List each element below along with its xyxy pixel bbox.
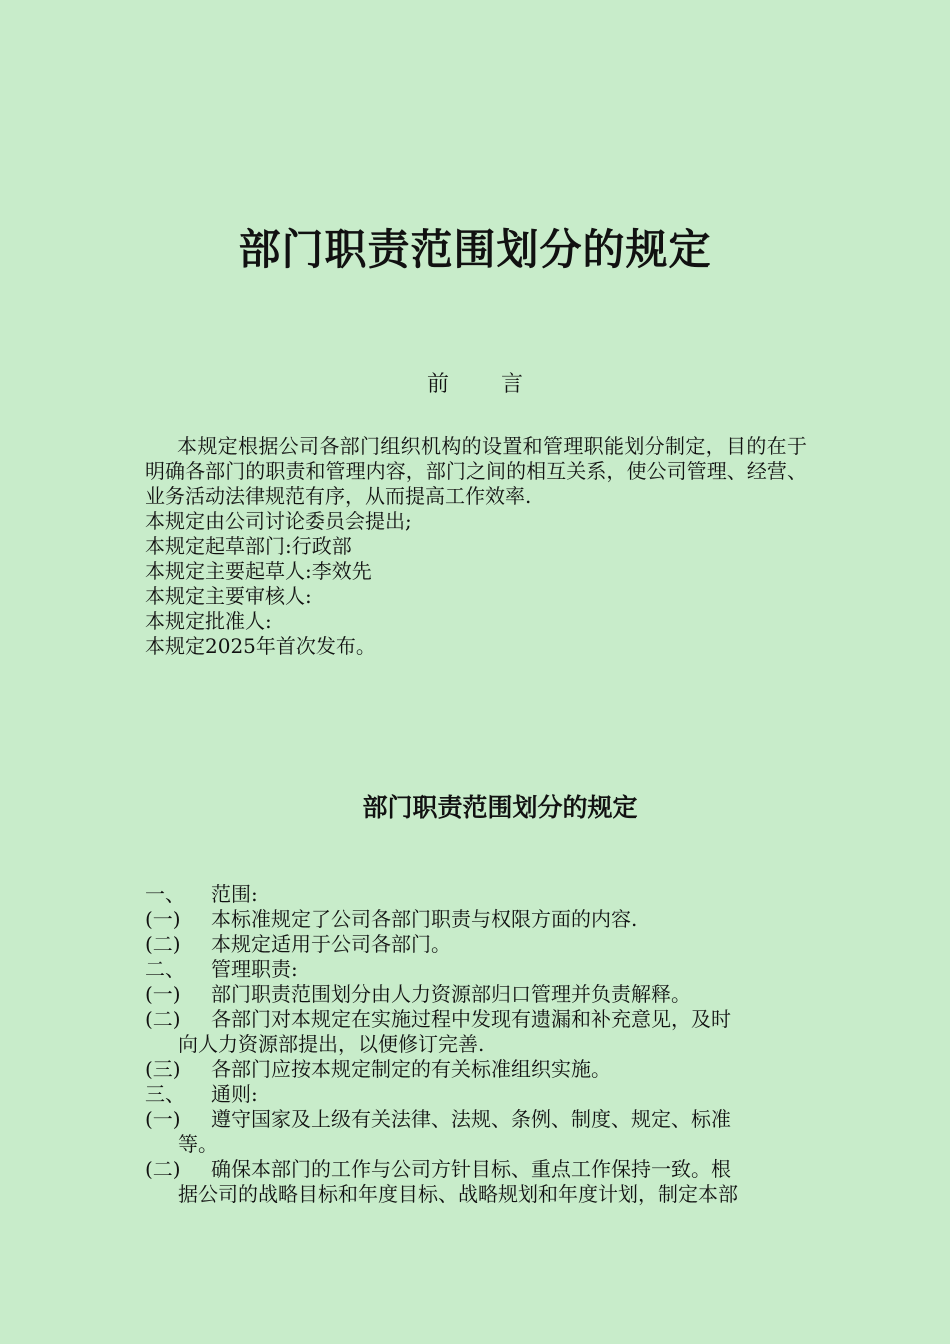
- item-number: (二): [145, 1157, 181, 1181]
- list-item: [145, 1107, 807, 1157]
- item-number: (二): [145, 1007, 181, 1031]
- document-title: 部门职责范围划分的规定: [238, 225, 712, 274]
- preface-body: [145, 434, 807, 659]
- preface-paragraph: 本规定根据公司各部门组织机构的设置和管理职能划分制定，目的在于明确各部门的职责和管理内容，部门之间的相互关系，使公司管理、经营、业务活动法律规范有序，从而提高工作效率.: [145, 434, 807, 508]
- preface-line-proposer: 本规定由公司讨论委员会提出;: [145, 509, 412, 533]
- list-item: [145, 1057, 807, 1082]
- item-text: 本规定适用于公司各部门。: [211, 932, 451, 956]
- preface-heading-right: 言: [501, 372, 524, 397]
- preface-line-release: 本规定2025年首次发布。: [145, 634, 376, 658]
- item-text-continued: 向人力资源部提出，以便修订完善.: [178, 1032, 485, 1056]
- preface-heading-left: 前: [426, 372, 449, 397]
- item-text: 各部门应按本规定制定的有关标准组织实施。: [211, 1057, 611, 1081]
- list-item: [145, 1082, 807, 1107]
- list-item: [145, 982, 807, 1007]
- item-number: (一): [145, 982, 181, 1006]
- item-text-continued: 据公司的战略目标和年度目标、战略规划和年度计划，制定本部: [178, 1182, 738, 1206]
- list-item: [145, 1007, 807, 1057]
- item-text-continued: 等。: [178, 1132, 218, 1156]
- preface-line-drafter: 本规定主要起草人:李效先: [145, 559, 372, 583]
- list-item: [145, 907, 807, 932]
- sections-list: [145, 882, 807, 1207]
- item-number: 三、: [145, 1082, 185, 1106]
- item-number: (一): [145, 1107, 181, 1131]
- item-text: 通则:: [211, 1082, 258, 1106]
- list-item: [145, 957, 807, 982]
- item-number: (三): [145, 1057, 181, 1081]
- preface-heading: [0, 370, 950, 400]
- preface-line-reviewer: 本规定主要审核人:: [145, 584, 312, 608]
- item-text: 部门职责范围划分由人力资源部归口管理并负责解释。: [211, 982, 691, 1006]
- item-text: 本标准规定了公司各部门职责与权限方面的内容.: [211, 907, 638, 931]
- item-text: 确保本部门的工作与公司方针目标、重点工作保持一致。根: [211, 1157, 731, 1181]
- list-item: [145, 1157, 807, 1207]
- item-number: (一): [145, 907, 181, 931]
- item-text: 管理职责:: [211, 957, 298, 981]
- section-title: 部门职责范围划分的规定: [362, 793, 638, 822]
- list-item: [145, 882, 807, 907]
- item-text: 各部门对本规定在实施过程中发现有遗漏和补充意见，及时: [211, 1007, 731, 1031]
- item-number: (二): [145, 932, 181, 956]
- item-number: 二、: [145, 957, 185, 981]
- item-number: 一、: [145, 882, 185, 906]
- item-text: 遵守国家及上级有关法律、法规、条例、制度、规定、标准: [211, 1107, 731, 1131]
- list-item: [145, 932, 807, 957]
- item-text: 范围:: [211, 882, 258, 906]
- preface-line-approver: 本规定批准人:: [145, 609, 272, 633]
- preface-line-drafting-dept: 本规定起草部门:行政部: [145, 534, 352, 558]
